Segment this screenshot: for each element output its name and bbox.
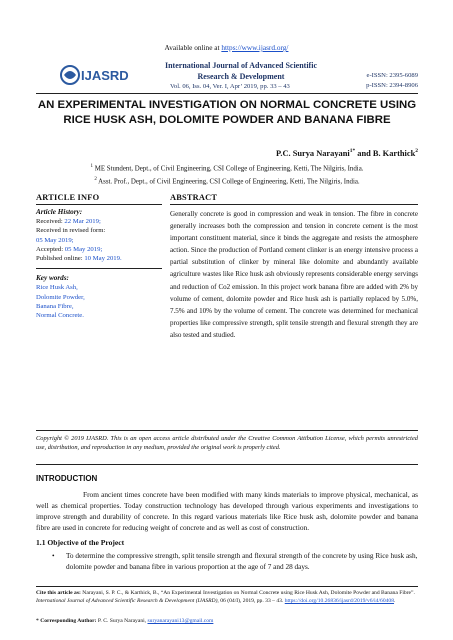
keywords-heading: Key words:: [36, 274, 69, 283]
journal-name: [136, 60, 346, 82]
bullet-icon: •: [52, 552, 55, 560]
affiliation-1: [36, 164, 418, 172]
abstract-heading: ABSTRACT: [170, 193, 418, 205]
journal-line-1: International Journal of Advanced Scientific: [164, 61, 317, 70]
keyword-item: Banana Fibre,: [36, 302, 74, 310]
cite-end: .: [394, 598, 396, 604]
author-2: B. Karthick: [372, 148, 416, 158]
history-heading: Article History:: [36, 208, 83, 216]
corresponding-author: [36, 618, 418, 624]
abstract-text: Generally concrete is good in compression and weak in tension. The fibre in concrete generally increases both the compression and tension in concrete cement is the most important constituent material, since it binds the aggregate and resists the atmosphere action. Since the production of Portland cement clinker is an energy intensive process a partial substitution of clinker by mineral like dolomite and abundantly available agriculture wastes like Rice husk ash obviously represents considerable energy servings and reduction of Co2 emission. In this project work banana fibre are added with 2% by volume of cement, dolomite powder and Rice husk ash is partially replaced by 5.0%, 7.5% and 10% by the volume of cement. The concrete was determined for mechanical properties like compressive strength, split tensile strength and flexural strength they are also tested and studied.: [170, 210, 418, 339]
aff-1-text: ME Stundent, Dept., of Civil Engineering, CSI College of Engineering, Ketti, The Nilgiris, India.: [93, 165, 364, 173]
article-info-heading: ARTICLE INFO: [36, 193, 162, 205]
keyword-item: Dolomite Powder,: [36, 293, 85, 301]
cite-tail: 06 (04/I), 2019, pp. 33 – 43.: [218, 598, 285, 604]
accepted-label: Accepted:: [36, 245, 65, 253]
revised-label: Received in revised form:: [36, 227, 106, 235]
cite-text: Narayani, S. P. C., & Karthick, B., “An Experimental Investigation on Normal Concrete using Rice Husk Ash, Dolomite Powder and Banana Fibre”.: [80, 590, 415, 596]
doi-link[interactable]: https://doi.org/10.26836/ijasrd/2019/v6/i4/60408: [284, 598, 395, 604]
corr-label: * Corresponding Author:: [36, 618, 97, 624]
author-1-sup: 1*: [349, 148, 356, 154]
bullet-text: To determine the compressive strength, split tensile strength and flexural strength of the concrete by using Rice husk ash, dolomite powder and banana fibre in various proportion at the age of 7 and 28 days.: [66, 552, 418, 571]
article-history: [36, 208, 162, 269]
keyword-item: Normal Concrete.: [36, 312, 84, 320]
accepted-date: 05 May 2019;: [64, 245, 103, 253]
corr-text: P. C. Surya Narayani,: [96, 618, 148, 624]
journal-logo: [60, 64, 130, 86]
available-prefix: Available online at: [164, 43, 222, 52]
eissn: e-ISSN: 2395-6089: [366, 72, 418, 79]
author-2-sup: 2: [415, 148, 418, 154]
copyright-notice: Copyright © 2019 IJASRD. This is an open access article distributed under the Creative Common Attibution License, which permits unrestricted use, distribution, and reproduction in any medium, provided the original work is properly cited.: [36, 435, 418, 452]
aff-2-sup: 2: [94, 177, 97, 182]
availability-line: [0, 43, 453, 52]
logo-text: IJASRD: [81, 68, 129, 83]
copyright-divider-bottom: [36, 464, 418, 465]
email-link[interactable]: suryanarayani13@gmail.com: [147, 618, 214, 624]
published-label: Published online:: [36, 255, 85, 263]
author-line: [36, 148, 418, 158]
cite-label: Cite this article as:: [36, 590, 81, 596]
received-label: Received:: [36, 218, 65, 226]
affiliation-2: [36, 177, 418, 185]
footer-divider: [36, 586, 418, 587]
article-info-panel: [36, 208, 162, 320]
revised-date: 05 May 2019;: [36, 236, 74, 244]
journal-line-2: Research & Development: [197, 72, 285, 81]
keyword-item: Rice Husk Ash,: [36, 284, 78, 292]
copyright-divider-top: [36, 430, 418, 431]
received-row: [36, 217, 162, 226]
received-date: 22 Mar 2019;: [64, 218, 101, 226]
author-and: and: [355, 148, 373, 158]
author-1: P.C. Surya Narayani: [276, 148, 350, 158]
objective-heading: 1.1 Objective of the Project: [36, 538, 125, 547]
introduction-heading: INTRODUCTION: [36, 474, 98, 483]
article-title: AN EXPERIMENTAL INVESTIGATION ON NORMAL CONCRETE USING RICE HUSK ASH, DOLOMITE POWDER AND BANANA FIBRE: [37, 99, 417, 126]
published-row: [36, 254, 162, 263]
objective-bullet: [52, 551, 418, 573]
volume-info: Vol. 06, Iss. 04, Ver. I, Apr’ 2019, pp. 33 – 43: [170, 83, 290, 90]
published-date: 10 May 2019.: [84, 255, 122, 263]
citation-block: [36, 589, 418, 605]
aff-1-sup: 1: [90, 164, 93, 169]
aff-2-text: Asst. Prof., Dept., of Civil Engineering, CSI College of Engineering, Ketti, The Nilgiris, India.: [96, 178, 360, 186]
issn-block: [348, 71, 418, 90]
pissn: p-ISSN: 2394-8906: [366, 81, 418, 89]
introduction-text: From ancient times concrete have been modified with many kinds materials to improve physical, mechanical, as well as chemical properties. Today construction technology has developed through various experiments and investigations to improve strength and durability of concrete. In this regard various materials like Rice husk ash, dolomite powder and banana fibre are used in concrete for reducing weight of concrete and as well as cost of construction.: [36, 490, 418, 533]
header-divider: [36, 93, 418, 94]
journal-url-link[interactable]: https://www.ijasrd.org/: [221, 43, 289, 52]
accepted-row: [36, 245, 162, 254]
cite-journal: International Journal of Advanced Scientific Research & Development (IJASRD),: [36, 598, 219, 604]
